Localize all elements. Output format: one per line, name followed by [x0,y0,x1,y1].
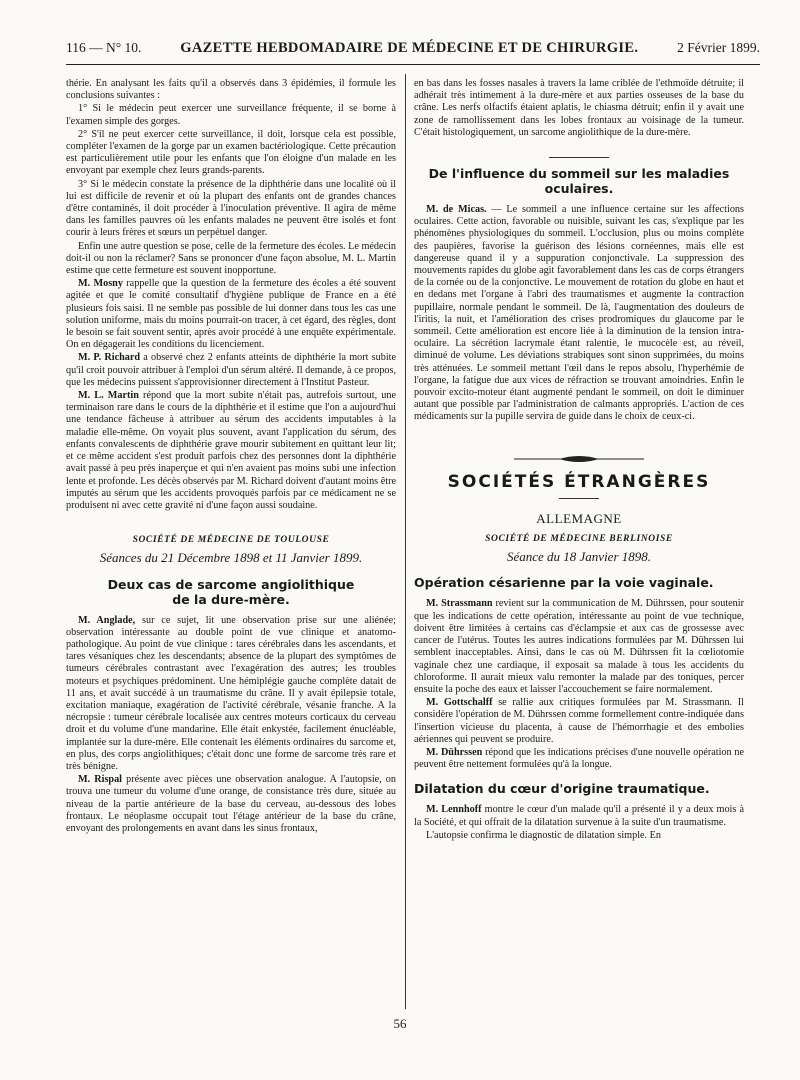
page-header [66,40,760,65]
speaker-name: M. Mosny [78,278,123,290]
paragraph-text: présente avec pièces une observation analogue. A l'autopsie, on trouva une tumeur du volume d'une orange, de consistance très dure, située au niveau de la partie antérieure de la base du cerveau, au-dessous des lobes frontaux. Le néoplasme occupait tout l'étage antérieur de la base du crâne, envoyant des prolongements en avant dans les sinus frontaux, [66,774,396,834]
speaker-name: M. L. Martin [78,390,139,402]
section-title [66,577,396,607]
speaker-name: M. Gottschalff [426,697,493,709]
paragraph [66,352,396,389]
paragraph [66,278,396,351]
speaker-name: M. Rispal [78,774,122,786]
paragraph [414,598,744,696]
section-title: Dilatation du cœur d'origine traumatique. [414,781,710,797]
section-title: Opération césarienne par la voie vaginale. [414,575,714,591]
society-heading: SOCIÉTÉ DE MÉDECINE BERLINOISE [485,534,673,545]
paragraph: Enfin une autre question se pose, celle de la fermeture des écoles. Le médecin doit-il ou non la réclamer? Sans se prononcer d'une façon absolue, M. L. Martin estime que cette fermeture est souvent inopportune. [66,240,396,277]
paragraph [66,390,396,512]
issue-date: 2 Février 1899. [677,40,760,55]
session-date: Séances du 21 Décembre 1898 et 11 Janvier 1899. [99,550,363,566]
society-heading: SOCIÉTÉ DE MÉDECINE DE TOULOUSE [132,535,330,546]
major-section-title: SOCIÉTÉS ÉTRANGÈRES [447,471,711,492]
paragraph: L'autopsie confirma le diagnostic de dilatation simple. En [426,829,661,841]
paragraph: en bas dans les fosses nasales à travers la lame criblée de l'ethmoïde détruite; il adhérait très intimement à la dure-mère et aux parties osseuses de la base du crâne. Les nerfs olfactifs étaient aplatis, le chiasma détruit; enfin il y avait une zone de ramollissement dans les lobes frontaux au voisinage de la tumeur. C'était histologiquement, un sarcome angiolithique de la dure-mère. [414,78,744,138]
ornament-icon [514,454,644,464]
paragraph: thérie. En analysant les faits qu'il a observés dans 3 épidémies, il formule les conclusions suivantes : [66,78,396,102]
title-underline [559,498,599,499]
section-title-line: De l'influence du sommeil sur les maladies [428,166,730,182]
paragraph-text: a observé chez 2 enfants atteints de diphthérie la mort subite qu'il croit pouvoir attribuer à l'emploi d'un sérum altéré. Il demande, à ce propos, que les médecins puissent s'approvisionner directement à l'Institut Pasteur. [66,352,397,388]
paragraph: 2° S'il ne peut exercer cette surveillance, il doit, lorsque cela est possible, compléter l'examen de la gorge par un examen bactériologique. Cette précaution est particulièrement utile pour les enfants que l'on éloigne d'un malade en les envoyant par exemple chez leurs grands-parents. [66,128,396,177]
speaker-name: M. de Micas. [426,204,487,216]
left-column [66,78,396,836]
paragraph-text: répond que la mort subite n'était pas, autrefois surtout, une terminaison rare dans le cours de la diphthérie et il estime que l'on a aujourd'hui une tendance fâcheuse à attribuer au sérum des accidents imputables à la maladie elle-même. On voyait plus souvent, avant l'application du sérum, des enfants convalescents de diphthérie grave mourir subitement en quittant leur lit; et ce même accident s'est produit parfois chez des personnes dont la diphthérie avait passé à peu près inaperçue et qui n'en avaient pas moins subi une infection lente et profonde. Les décès observés par M. Richard doivent d'autant moins être imputés au sérum que les accidents provoqués parfois par ce médicament ne se produisent ni avec cette gravité ni d'une façon aussi soudaine. [66,390,397,511]
section-title-line: Deux cas de sarcome angiolithique [107,576,355,592]
paragraph [66,615,396,774]
speaker-name: M. Anglade, [78,614,136,626]
speaker-name: M. Dührssen [426,746,483,758]
page-number: 56 [393,1016,407,1031]
speaker-name: M. Lennhoff [426,804,482,816]
paragraph: 1° Si le médecin peut exercer une surveillance fréquente, il se borne à l'examen simple des gorges. [66,103,396,127]
section-divider [549,157,609,158]
paragraph-text: répond que les indications précises d'une nouvelle opération ne peuvent être nettement formulées qu'à la longue. [414,746,745,771]
column-divider [405,74,406,1009]
session-date: Séance du 18 Janvier 1898. [506,549,652,565]
paragraph-text: se rallie aux critiques formulées par M. Strassmann. Il considère l'opération de M. Dührssen comme formellement contre-indiquée dans l'insertion vicieuse du placenta, à cause de l'hémorrhagie et des embolies aériennes qui peuvent se produire. [414,697,744,745]
section-title [414,166,744,196]
journal-title: GAZETTE HEBDOMADAIRE DE MÉDECINE ET DE CHIRURGIE. [180,40,639,56]
speaker-name: M. P. Richard [78,352,141,364]
paragraph-text: — Le sommeil a une influence certaine sur les affections oculaires. Cette action, favorable ou nuisible, suivant les cas, s'explique par les phénomènes physiologiques du sommeil. L'occlusion, plus ou moins complète des paupières, favorise la guérison des lésions cornéennes, mais elle est dangereuse quand il y a suppuration conjonctivale. La suppression des mouvements rapides du globe agit favorablement dans les cas de corps étrangers de la cornée ou de la conjonctive. Le mouvement de rotation du globe en haut et en dedans met l'organe à l'abri des traumatismes et augmente la contraction pupillaire, normale pendant le sommeil. De là, l'augmentation des douleurs de l'iritis, la nuit, et l'amélioration des crises prodromiques du glaucome par le sommeil. Cette amélioration est encore liée à la diminution de la tension intra-oculaire. La sécrétion lacrymale étant ralentie, le mucocèle est, au réveil, diminué de volume. Les déviations strabiques sont sinon supprimées, du moins très atténuées. Le sommeil mettant l'œil dans le repos absolu, l'hyperhémie de l'organe, la fatigue due aux vices de réfraction se trouvant amoindries. Enfin le pouvoir excito-moteur étant augmenté pendant le sommeil, on doit le diminuer autant que possible par l'administration de calmants appropriés. L'action de ces médicaments sur la pupille servira de guide dans le choix de ceux-ci. [414,204,744,423]
speaker-name: M. Strassmann [426,598,493,610]
issue-number: 116 — N° 10. [66,40,142,55]
paragraph-text: rappelle que la question de la fermeture des écoles a été souvent agitée et que le comité consultatif d'hygiène publique de France en a été plusieurs fois saisi. Il ne semble pas possible de lui donner dans tous les cas une solution uniforme, mais du moins pourrait-on tracer, à cet égard, des règles, dont le besoin se fait souvent sentir, après avoir procédé à une enquête expérimentale. On en dégagerait les conditions du licenciement. [66,278,396,351]
paragraph: 3° Si le médecin constate la présence de la diphthérie dans une localité où il lui est difficile de revenir et où la plupart des enfants ont de grandes chances d'être contaminés, il doit procéder à l'inoculation préventive. Il agira de même dans les familles pauvres où les enfants malades ne peuvent être isolés et font courir à leurs frères et sœurs un perpétuel danger. [66,178,396,239]
right-column [414,78,744,843]
paragraph [66,774,396,835]
paragraph [414,204,744,424]
paragraph-text: sur ce sujet, lit une observation prise sur une aliénée; observation intéressante au double point de vue clinique et anatomo-pathologique. Au point de vue clinique : tares cérébrales dans les ascendants, et tares vésaniques chez les descendants; absence de la plupart des symptômes de tumeurs cérébrales contrastant avec l'exagération des autres; les troubles moteurs et psychiques prédominent. Une hémiplégie gauche complète datait de 11 ans, et avait succédé à un traumatisme du crâne. Il y avait épilepsie totale, excitation maniaque, exagération de l'activité cérébrale, vésanie franche. A la nécropsie : tumeur cérébrale localisée aux centres moteurs corticaux du cerveau droit et du volume d'une mandarine. Elle était enkystée, facilement énucléable, implantée sur la dure-mère. Elle contenait les éléments ordinaires du sarcome et, en plus, des corps angiolithiques; c'était donc une forme de sarcome très rare et très bénigne. [66,614,397,772]
paragraph [414,747,744,771]
section-title-line: de la dure-mère. [172,591,290,607]
section-title-line: oculaires. [544,181,614,197]
paragraph-text: montre le cœur d'un malade qu'il a présenté il y a deux mois à la Société, et qui offrait de la dilatation survenue à la suite d'un traumatisme. [414,804,745,828]
paragraph [414,804,744,828]
paragraph-text: revient sur la communication de M. Dührssen, pour soutenir que les indications de cette opération, intéressante au point de vue technique, doivent être limitées à certains cas d'éclampsie et aux cas de grossesse avec cancer de l'utérus. Toutes les autres indications formulées par M. Dührssen lui semblent inacceptables. Ainsi, dans le cas où M. Dührssen fit la cœliotomie vaginale chez une cardiaque, il exposait sa malade à tous les accidents du chloroforme. Il aurait mieux valu remonter la malade par des toniques, percer ensuite la poche des eaux et laisser l'accouchement se faire normalement. [414,598,744,695]
country-heading: ALLEMAGNE [536,510,622,526]
paragraph [414,697,744,746]
ornament-divider [514,454,644,464]
